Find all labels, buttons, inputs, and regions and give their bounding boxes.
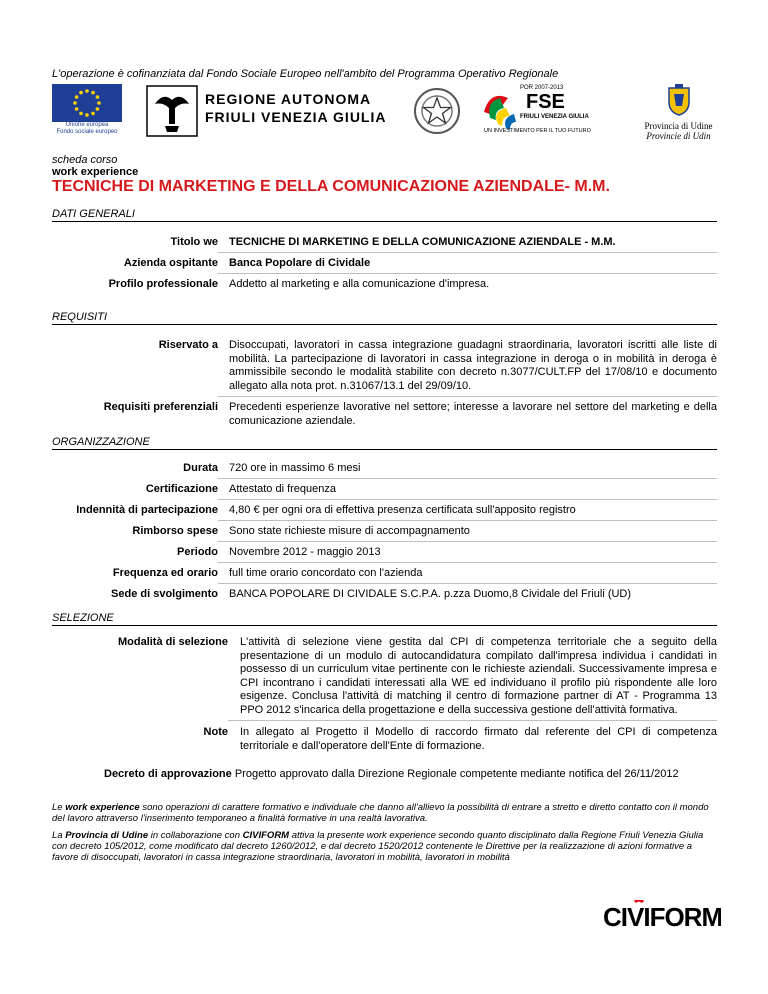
page-title: TECNICHE DI MARKETING E DELLA COMUNICAZIONE AZIENDALE- M.M. [52, 178, 610, 195]
decreto-row [104, 768, 717, 781]
azienda-value: Banca Popolare di Cividale [229, 257, 371, 269]
rimborso-value: Sono state richieste misure di accompagnamento [229, 525, 470, 537]
footer-paragraph-2 [52, 830, 717, 863]
italian-republic-emblem-icon [412, 84, 462, 138]
modalita-label: Modalità di selezione [117, 636, 228, 648]
fse-slogan-text: UN INVESTIMENTO PER IL TUO FUTURO [484, 128, 591, 134]
provincia-udine-logo [640, 84, 717, 141]
footer-bold: Provincia di Udine [65, 830, 149, 841]
periodo-label: Periodo [177, 546, 218, 558]
logo-bar [52, 84, 717, 141]
fvg-line-1: REGIONE AUTONOMA [205, 91, 372, 107]
note-value: In allegato al Progetto il Modello di raccordo firmato dal referente del CPI di competenza territoriale e dall'operatore dell'Ente di formazione. [240, 726, 717, 752]
divider [218, 396, 717, 397]
certificazione-value: Attestato di frequenza [229, 483, 337, 495]
eu-caption-2: Fondo sociale europeo [56, 129, 118, 135]
profilo-value: Addetto al marketing e alla comunicazione d'impresa. [229, 278, 490, 290]
udine-label-2: Provincie di Udin [646, 131, 711, 141]
udine-shield-icon [666, 84, 692, 116]
section-dati-generali: DATI GENERALI [52, 208, 717, 222]
svg-text:CIVIFORM: CIVIFORM [603, 902, 721, 930]
eu-logo [52, 84, 122, 138]
section-organizzazione: ORGANIZZAZIONE [52, 436, 717, 450]
fse-region-text: FRIULI VENEZIA GIULIA [520, 114, 589, 120]
footer-paragraph-1 [52, 802, 717, 824]
riservato-label: Riservato a [158, 339, 218, 351]
divider [218, 583, 717, 584]
periodo-value: Novembre 2012 - maggio 2013 [229, 546, 381, 558]
azienda-label: Azienda ospitante [123, 257, 218, 269]
footer-text: sono operazioni di carattere formativo e individuale che danno all'allievo la possibilità di entrare a stretto e diretto contatto con il mondo del lavoro attraverso l'inserimento temporaneo a finalità formative in una realtà lavorativa. [52, 802, 709, 824]
frequenza-value: full time orario concordato con l'azienda [229, 567, 423, 579]
durata-label: Durata [183, 462, 218, 474]
preferenziali-value: Precedenti esperienze lavorative nel settore; interesse a lavorare nel settore del marketing e della comunicazione aziendale. [229, 401, 717, 427]
work-experience-label: work experience [52, 166, 139, 178]
divider [218, 499, 717, 500]
fvg-line-2: FRIULI VENEZIA GIULIA [205, 109, 387, 125]
udine-label-1: Provincia di Udine [644, 121, 713, 131]
titolo-value: TECNICHE DI MARKETING E DELLA COMUNICAZIONE AZIENDALE - M.M. [229, 236, 616, 248]
footer-bold: CIVIFORM [242, 830, 290, 841]
titolo-label: Titolo we [170, 236, 218, 248]
divider [228, 720, 717, 721]
eu-flag-icon [52, 84, 122, 122]
sede-value: BANCA POPOLARE DI CIVIDALE S.C.P.A. p.zza Duomo,8 Cividale del Friuli (UD) [229, 588, 632, 600]
fvg-region-logo [205, 90, 386, 126]
footer-text: Le [52, 802, 66, 813]
divider [218, 520, 717, 521]
section-selezione: SELEZIONE [52, 612, 717, 626]
divider [218, 541, 717, 542]
frequenza-label: Frequenza ed orario [112, 567, 218, 579]
fvg-eagle-icon [145, 84, 199, 138]
riservato-value: Disoccupati, lavoratori in cassa integrazione guadagni straordinaria, lavoratori iscritti alle liste di mobilità. La partecipazione di lavoratori in cassa integrazione in deroga o in mobilità in deroga è ammissibile secondo le modalità stabilite con decreto n.3077/CULT.FP del 17/08/10 e documento allegato alla nota prot. n.31067/13.1 del 29/09/10. [229, 339, 717, 392]
fse-por-text: POR 2007-2013 [520, 85, 564, 91]
divider [218, 273, 717, 274]
fse-logo [480, 84, 591, 138]
decreto-value: Progetto approvato dalla Direzione Regionale competente mediante notifica del 26/11/2012 [234, 768, 679, 780]
sede-label: Sede di svolgimento [111, 588, 218, 600]
indennita-value: 4,80 € per ogni ora di effettiva presenza certificata sull'apposito registro [229, 504, 576, 516]
fse-big-text: FSE [526, 91, 565, 113]
scheda-label: scheda corso [52, 154, 118, 166]
certificazione-label: Certificazione [145, 483, 218, 495]
divider [218, 562, 717, 563]
indennita-label: Indennità di partecipazione [76, 504, 218, 516]
profilo-label: Profilo professionale [108, 278, 218, 290]
divider [218, 252, 717, 253]
note-label: Note [203, 726, 228, 738]
cofinancing-note: L'operazione è cofinanziata dal Fondo Sociale Europeo nell'ambito del Programma Operativo Regionale [52, 68, 559, 80]
footer-text: in collaborazione con [148, 830, 243, 841]
section-requisiti: REQUISITI [52, 311, 717, 325]
decreto-label: Decreto di approvazione [104, 768, 232, 780]
rimborso-label: Rimborso spese [132, 525, 218, 537]
civiform-logo [603, 900, 721, 930]
eu-caption-1: Unione europea [65, 122, 109, 128]
divider [218, 478, 717, 479]
durata-value: 720 ore in massimo 6 mesi [229, 462, 361, 474]
modalita-value: L'attività di selezione viene gestita dal CPI di competenza territoriale che a seguito della presentazione di un modulo di autocandidatura compilato dall'impresa individua i candidati in possesso di un curriculum vitae pertinente con le richieste aziendali. Successivamente impresa e CPI incontrano i candidati interessati alla WE ed individuano il profilo più rispondente alle loro esigenze. Conclusa l'attività di matching il centro di formazione partner di AT - Programma 13 PPO 2012 s'incarica della progettazione e della successiva gestione dell'attività formativa. [240, 636, 717, 716]
footer-text: La [52, 830, 66, 841]
preferenziali-label: Requisiti preferenziali [103, 401, 218, 413]
footer-bold: work experience [65, 802, 140, 813]
footer-text: attiva la presente work experience secondo quanto disciplinato dalla Regione Friuli Venezia Giulia con decreto 105/2012, come modificato dal decreto 1260/2012, e dal decreto 1520/2012 contenente le Direttive per la realizzazione di azioni formative a favore di disoccupati, lavoratori in cassa integrazione straordinaria, lavoratori in mobilità, lavoratori in mobilità [52, 830, 704, 863]
